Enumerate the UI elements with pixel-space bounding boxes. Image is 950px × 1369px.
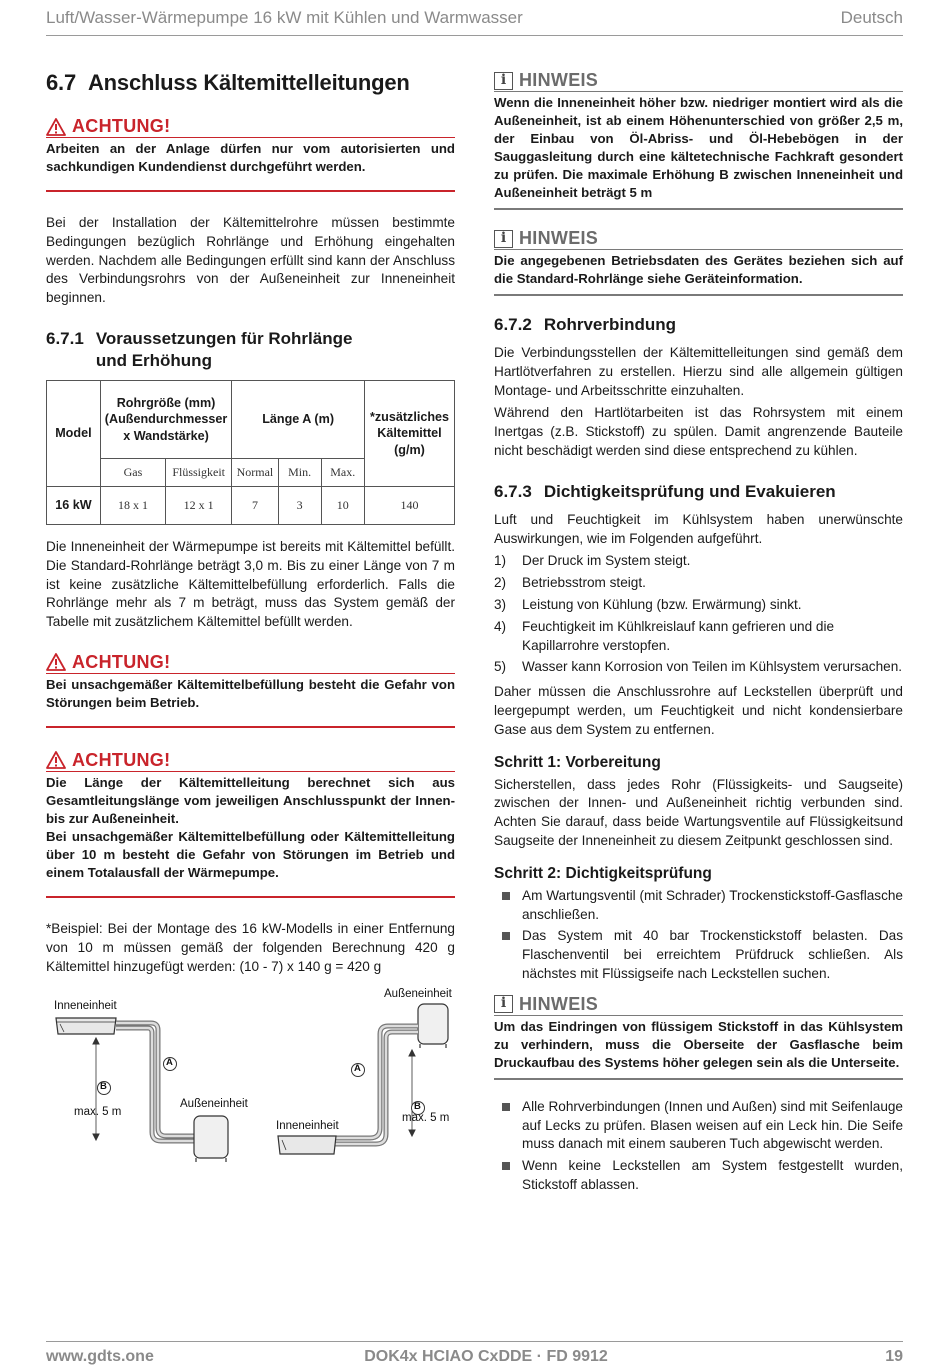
- list-item: Wenn keine Leckstellen am System festgestellt wurden, Stickstoff ablassen.: [494, 1157, 903, 1195]
- table-cell-model: 16 kW: [47, 486, 101, 524]
- table-cell-liquid: 12 x 1: [166, 486, 232, 524]
- final-list: [494, 1098, 903, 1195]
- pipe-height-diagram: [46, 988, 455, 1188]
- pipe-connection-paragraph-2: Während den Hartlötarbeiten ist das Rohrsystem mit einem Inertgas (z.B. Stickstoff) zu spülen. Damit angrenzende Bauteile nicht beschädigt werden sind diese entsprechend zu kühlen.: [494, 405, 903, 458]
- leak-test-intro: Luft und Feuchtigkeit im Kühlsystem haben unerwünschte Auswirkungen, wie im Folgenden aufgeführt.: [494, 511, 903, 546]
- warning-triangle-icon: [46, 653, 66, 671]
- warning-header: [46, 652, 455, 674]
- step-1-heading: Schritt 1: Vorbereitung: [494, 753, 661, 771]
- warning-text-1: Die Länge der Kältemittelleitung berechnet sich aus Gesamtleitungslänge vom jeweiligen Anschlusspunkt der Innen- bis zur Außeneinheit.: [46, 774, 455, 826]
- table-cell-max: 10: [321, 486, 364, 524]
- list-item: 5) Wasser kann Korrosion von Teilen im Kühlsystem verursachen.: [494, 659, 903, 675]
- table-note-paragraph: Die Inneneinheit der Wärmepumpe ist bereits mit Kältemittel befüllt. Die Standard-Rohrlänge beträgt 3,0 m. Bis zu einer Länge von 7 m ist keine zusätzliche Kältemittelbefüllung erforderlich. Falls die Rohrlänge mehr als 7 m beträgt, muss das System gemäß der Tabelle mit zusätzlichem Kältemittel befüllt werden.: [46, 538, 455, 630]
- note-label: HINWEIS: [519, 70, 599, 90]
- warning-label: ACHTUNG!: [72, 116, 171, 136]
- header-title: Luft/Wasser-Wärmepumpe 16 kW mit Kühlen und Warmwasser: [46, 8, 523, 27]
- list-item: 3) Leistung von Kühlung (bzw. Erwärmung) sinkt.: [494, 596, 802, 612]
- info-icon: i: [494, 230, 513, 248]
- table-header-model: Model: [47, 380, 101, 486]
- step-2-heading: Schritt 2: Dichtigkeitsprüfung: [494, 864, 712, 882]
- footer-website: www.gdts.one: [46, 1348, 154, 1365]
- subsection-number: 6.7.1: [46, 328, 84, 348]
- list-item: 1) Der Druck im System steigt.: [494, 553, 691, 569]
- table-subheader-max: Max.: [321, 458, 364, 486]
- section-title: Anschluss Kältemittelleitungen: [87, 70, 410, 95]
- warning-box-2: [46, 652, 455, 728]
- subsection-heading-3: [494, 481, 903, 503]
- warning-triangle-icon: [46, 751, 66, 769]
- section-heading: [46, 70, 455, 96]
- effects-list: [494, 552, 903, 677]
- diagram-right-marker-a: A: [354, 1063, 361, 1075]
- warning-header: [46, 750, 455, 772]
- info-icon: i: [494, 72, 513, 90]
- step-1-paragraph: Sicherstellen, dass jedes Rohr (Flüssigkeits- und Saugseite) zwischen der Innen- und Außeneinheit richtig verbunden sind. Achten Sie darauf, dass beide Wartungsventile auf Flüssigkeitsund Saugseite der Inneneinheit zu diesem Zeitpunkt geschlossen sind.: [494, 776, 903, 848]
- list-item: Am Wartungsventil (mit Schrader) Trockenstickstoff-Gasflasche anschließen.: [494, 887, 903, 925]
- note-header: [494, 228, 903, 250]
- square-bullet-icon: [494, 887, 522, 925]
- info-icon: i: [494, 995, 513, 1013]
- diagram-right-outdoor-label: Außeneinheit: [384, 988, 452, 1001]
- page-footer: [46, 1341, 903, 1369]
- note-box-3: [494, 994, 903, 1080]
- pipe-connection-paragraph-1: Die Verbindungsstellen der Kältemittelleitungen sind gemäß dem Hartlötverfahren zu erstellen. Hierzu sind alle allgemein gültigen Montage- und Arbeitsschritte einzuhalten.: [494, 345, 903, 398]
- running-header: [46, 6, 903, 36]
- diagram-left-marker-b: B: [100, 1081, 107, 1093]
- table-cell-min: 3: [278, 486, 321, 524]
- subsection-title: Dichtigkeitsprüfung und Evakuieren: [543, 481, 836, 501]
- warning-text: Bei unsachgemäßer Kältemittelbefüllung besteht die Gefahr von Störungen beim Betrieb.: [46, 676, 455, 710]
- note-label: HINWEIS: [519, 993, 599, 1014]
- table-cell-normal: 7: [232, 486, 278, 524]
- intro-paragraph: Bei der Installation der Kältemittelrohre müssen bestimmte Bedingungen bezüglich Rohrlänge und Erhöhung eingehalten werden. Nachdem alle Bedingungen erfüllt sind kann der Anschluss des Verbindungsrohrs von der Außeneinheit zur Inneneinheit beginnen.: [46, 215, 455, 306]
- subsection-number: 6.7.3: [494, 481, 532, 501]
- list-item: 2) Betriebsstrom steigt.: [494, 575, 646, 591]
- table-subheader-min: Min.: [278, 458, 321, 486]
- warning-label: ACHTUNG!: [72, 651, 171, 672]
- diagram-right-max-label: max. 5 m: [402, 1112, 450, 1125]
- table-cell-refrigerant: 140: [364, 486, 454, 524]
- warning-header: [46, 116, 455, 138]
- note-header: [494, 70, 903, 92]
- diagram-left-max-label: max. 5 m: [74, 1106, 122, 1119]
- leak-test-outro: Daher müssen die Anschlussrohre auf Leckstellen überprüft und leergepumpt werden, um Feuchtigkeit und nicht kondensierbare Gase aus dem System zu entfernen.: [494, 684, 903, 737]
- diagram-right-indoor-label: Inneneinheit: [276, 1120, 339, 1133]
- right-column: [494, 70, 903, 1201]
- note-text: Wenn die Inneneinheit höher bzw. niedriger montiert wird als die Außeneinheit, ist ab einem Höhenunterschied von größer 2,5 m, der Einbau von Öl-Abriss- und Öl-Hebebögen in der Sauggasleitung durch eine kältetechnische Fachkraft gesondert zu prüfen. Die maximale Erhöhung B zwischen Inneneinheit und Außeneinheit beträgt 5 m: [494, 95, 903, 200]
- note-box-1: [494, 70, 903, 210]
- warning-box-1: [46, 116, 455, 192]
- footer-doc-id: DOK4x HCIAO CxDDE · FD 9912: [364, 1348, 608, 1365]
- pipe-spec-table: [46, 380, 455, 525]
- example-paragraph: *Beispiel: Bei der Montage des 16 kW-Modells in einer Entfernung von 10 m müssen gemäß der folgenden Berechnung 420 g Kältemittel hinzugefügt werden: (10 - 7) x 140 g = 420 g: [46, 920, 455, 974]
- header-language: Deutsch: [840, 8, 903, 27]
- table-header-length: Länge A (m): [232, 380, 365, 458]
- left-column: [46, 70, 455, 1188]
- note-text: Um das Eindringen von flüssigem Stickstoff in das Kühlsystem zu verhindern, muss die Oberseite der Gasflasche beim Druckaufbau des Systems höher gelegen sein als die Unterseite.: [494, 1018, 903, 1070]
- table-subheader-gas: Gas: [100, 458, 165, 486]
- table-subheader-liquid: Flüssigkeit: [166, 458, 232, 486]
- note-header: [494, 994, 903, 1016]
- list-item: Das System mit 40 bar Trockenstickstoff belasten. Das Flaschenventil bei erreichtem Prüfdruck schließen. Als nächstes mit Flüssigseife nach Leckstellen suchen.: [494, 927, 903, 983]
- warning-text-2: Bei unsachgemäßer Kältemittelbefüllung oder Kältemittelleitung über 10 m besteht die Gefahr von Störungen im Betrieb und einem Totalausfall der Wärmepumpe.: [46, 828, 455, 880]
- list-item: 4) Feuchtigkeit im Kühlkreislauf kann gefrieren und die Kapillarrohre verstopfen.: [494, 618, 835, 653]
- note-box-2: [494, 228, 903, 296]
- subsection-number: 6.7.2: [494, 315, 532, 334]
- diagram-left-outdoor-label: Außeneinheit: [180, 1098, 248, 1111]
- warning-label: ACHTUNG!: [72, 749, 171, 770]
- footer-page-number: 19: [885, 1348, 903, 1365]
- square-bullet-icon: [494, 1157, 522, 1195]
- diagram-left: [56, 1018, 228, 1162]
- note-text: Die angegebenen Betriebsdaten des Gerätes beziehen sich auf die Standard-Rohrlänge siehe Geräteinformation.: [494, 253, 903, 286]
- warning-text: Arbeiten an der Anlage dürfen nur vom autorisierten und sachkundigen Kundendienst durchgeführt werden.: [46, 141, 455, 174]
- note-label: HINWEIS: [519, 228, 599, 248]
- table-header-refrigerant: *zusätzliches Kältemittel (g/m): [364, 380, 454, 486]
- table-header-pipe: Rohrgröße (mm) (Außendurchmesser x Wandstärke): [100, 380, 231, 458]
- list-item: Alle Rohrverbindungen (Innen und Außen) sind mit Seifenlauge auf Lecks zu prüfen. Blasen weisen auf ein Leck hin. Die Seife muss danach mit einem sauberen Tuch abgewischt werden.: [494, 1098, 903, 1154]
- subsection-heading-2: [494, 314, 903, 336]
- subsection-title: Rohrverbindung: [543, 315, 677, 334]
- table-row: [47, 486, 455, 524]
- square-bullet-icon: [494, 927, 522, 983]
- warning-triangle-icon: [46, 118, 66, 136]
- subsection-heading-1: [46, 328, 455, 372]
- diagram-right-marker-b: B: [414, 1101, 421, 1113]
- table-cell-gas: 18 x 1: [100, 486, 165, 524]
- diagram-left-indoor-label: Inneneinheit: [54, 1000, 117, 1013]
- subsection-title: Voraussetzungen für Rohrlänge und Erhöhung: [95, 328, 353, 370]
- warning-box-3: [46, 750, 455, 898]
- section-number: 6.7: [46, 70, 76, 95]
- step-2-list: [494, 887, 903, 984]
- square-bullet-icon: [494, 1098, 522, 1154]
- pipe-diagram-graphic: [46, 988, 455, 1188]
- table-subheader-normal: Normal: [232, 458, 278, 486]
- diagram-left-marker-a: A: [166, 1057, 173, 1069]
